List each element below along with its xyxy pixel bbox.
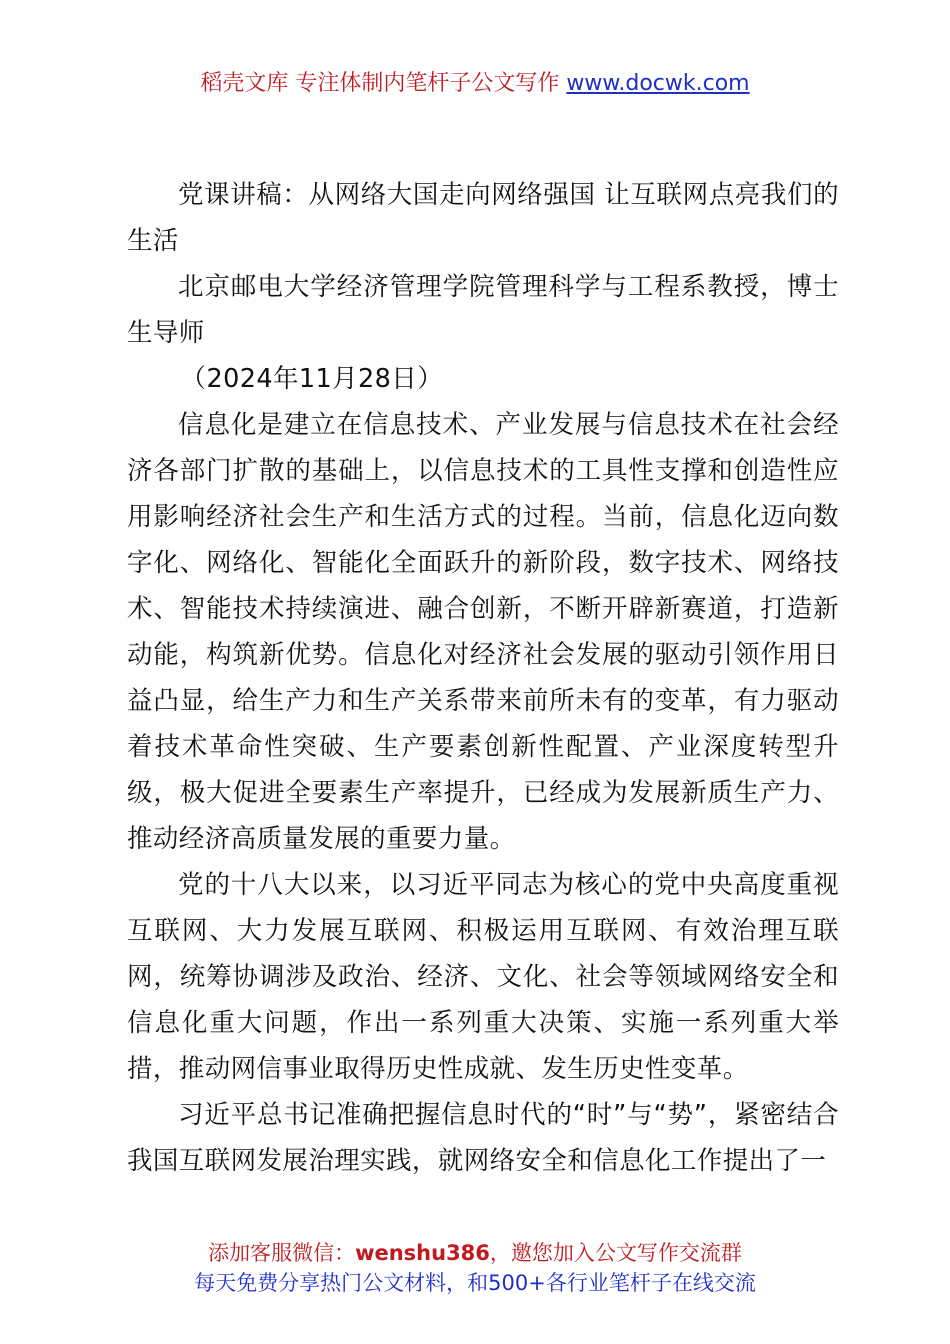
document-date: （2024年11月28日） — [180, 364, 444, 394]
page-footer — [0, 1238, 950, 1298]
document-title: 党课讲稿：从网络大国走向网络强国 让互联网点亮我们的生活 — [127, 180, 839, 256]
footer-contact-suffix: ，邀您加入公文写作交流群 — [489, 1241, 742, 1265]
page-header — [0, 66, 950, 102]
footer-wechat-id: wenshu386 — [355, 1241, 490, 1265]
document-author: 北京邮电大学经济管理学院管理科学与工程系教授，博士生导师 — [127, 272, 839, 348]
document-body — [127, 172, 839, 1184]
footer-contact-prefix: 添加客服微信： — [208, 1241, 356, 1265]
body-paragraph: 习近平总书记准确把握信息时代的“时”与“势”，紧密结合我国互联网发展治理实践，就网络安全和信息化工作提出了一 — [127, 1100, 839, 1176]
body-paragraph: 党的十八大以来，以习近平同志为核心的党中央高度重视互联网、大力发展互联网、积极运用互联网、有效治理互联网，统筹协调涉及政治、经济、文化、社会等领域网络安全和信息化重大问题，作出一系列重大决策、实施一系列重大举措，推动网信事业取得历史性成就、发生历史性变革。 — [127, 870, 839, 1084]
header-brand-text: 稻壳文库 专注体制内笔杆子公文写作 — [200, 71, 567, 96]
footer-promo-line: 每天免费分享热门公文材料，和500+各行业笔杆子在线交流 — [194, 1271, 756, 1295]
footer-contact-line — [0, 1238, 950, 1268]
header-site-link[interactable]: www.docwk.com — [566, 71, 750, 96]
body-paragraph: 信息化是建立在信息技术、产业发展与信息技术在社会经济各部门扩散的基础上，以信息技术的工具性支撑和创造性应用影响经济社会生产和生活方式的过程。当前，信息化迈向数字化、网络化、智能化全面跃升的新阶段，数字技术、网络技术、智能技术持续演进、融合创新，不断开辟新赛道，打造新动能，构筑新优势。信息化对经济社会发展的驱动引领作用日益凸显，给生产力和生产关系带来前所未有的变革，有力驱动着技术革命性突破、生产要素创新性配置、产业深度转型升级，极大促进全要素生产率提升，已经成为发展新质生产力、推动经济高质量发展的重要力量。 — [127, 410, 839, 854]
